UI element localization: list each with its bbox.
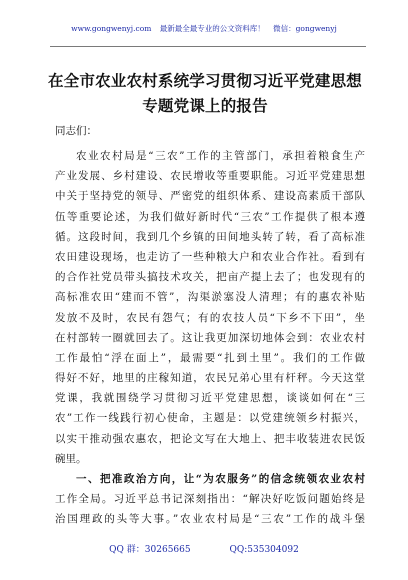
header-divider <box>50 46 366 47</box>
body-line: 农田建设现场，也走访了一些种粮大户和农业合作社。看到有 <box>55 250 365 263</box>
body-line: 得好不好，地里的庄稼知道，农民兄弟心里有杆秤。今天这堂 <box>55 372 365 385</box>
document-title-line-1: 在全市农业农村系统学习贯彻习近平党建思想 <box>47 71 362 90</box>
body-line: 高标准农田“建而不管”，沟渠淤塞没人清理；有的惠农补贴 <box>55 291 365 304</box>
body-line: 农”工作一线践行初心使命，主题是：以党建统领乡村振兴， <box>55 412 365 425</box>
body-line: 党课，我就围绕学习贯彻习近平党建思想，谈谈如何在“三 <box>55 392 365 405</box>
body-line: 中关于坚持党的领导、严密党的组织体系、建设高素质干部队 <box>55 190 365 203</box>
section-heading: 一、把准政治方向，让“为农服务”的信念统领农业农村 <box>76 473 365 485</box>
body-line: 工作最怕“浮在面上”，最需要“扎到土里”。我们的工作做 <box>55 351 365 364</box>
qq-group: QQ 群：30265665 <box>109 545 191 555</box>
site-slogan: 最新最全最专业的公文资料库！ <box>159 24 265 33</box>
site-url: www.gongwenyj.com <box>71 24 152 33</box>
body-line: 以实干推动强农惠农，把论文写在大地上、把丰收装进农民饭 <box>55 432 365 445</box>
body-line: 在村部转一圈就回去了。这让我更加深切地体会到：农业农村 <box>55 331 365 344</box>
body-line: 工作全局。习近平总书记深刻指出：“解决好吃饭问题始终是 <box>55 493 365 506</box>
qq-contact: QQ:535304092 <box>229 545 299 555</box>
site-header <box>0 20 408 38</box>
body-line: 治国理政的头等大事。”农业农村局是“三农”工作的战斗堡 <box>55 513 365 526</box>
document-title-line-2: 专题党课上的报告 <box>142 96 268 115</box>
body-line: 发放不及时，农民有怨气；有的农技人员“下乡不下田”，坐 <box>55 311 365 324</box>
body-line: 伍等重要论述，为我们做好新时代“三农”工作提供了根本遵 <box>55 210 365 223</box>
body-line: 农业农村局是“三农”工作的主管部门，承担着粮食生产 <box>76 150 365 162</box>
document-body <box>55 146 365 530</box>
site-footer <box>0 543 408 557</box>
salutation: 同志们： <box>55 125 97 137</box>
body-line: 碗里。 <box>55 452 87 465</box>
body-line: 产业发展、乡村建设、农民增收等重要职能。习近平党建思想 <box>55 170 365 183</box>
body-line: 的合作社党员带头搞技术攻关，把亩产提上去了；也发现有的 <box>55 271 365 284</box>
body-line: 循。这段时间，我到几个乡镇的田间地头转了转，看了高标准 <box>55 230 365 243</box>
wechat-id: 微信：gongwenyj <box>273 24 337 33</box>
